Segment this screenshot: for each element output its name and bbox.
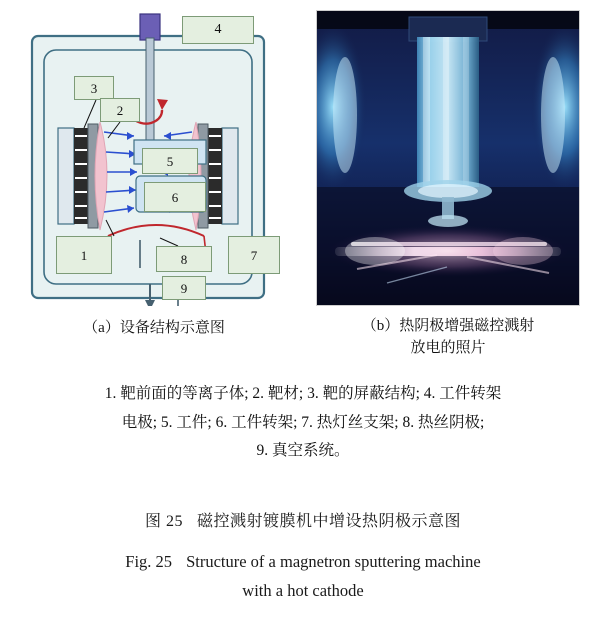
- schematic-label-7: 7: [228, 236, 280, 274]
- caption-panel-a: （a）设备结构示意图: [83, 320, 225, 336]
- caption-panel-b: [312, 316, 584, 360]
- rotation-shaft: [146, 38, 154, 150]
- vacuum-port-arrow: [145, 300, 155, 306]
- legend-line-1: 1. 靶前面的等离子体; 2. 靶材; 3. 靶的屏蔽结构; 4. 工件转架: [104, 385, 502, 402]
- left-magnet-pack: [74, 128, 88, 224]
- schematic-label-9: 9: [162, 276, 206, 300]
- figure-legend: [10, 380, 596, 466]
- figure-title-text-en-line1: Structure of a magnetron sputtering machine: [186, 552, 481, 571]
- figure-title-text-en-line2: with a hot cathode: [242, 580, 364, 600]
- discharge-photo-svg: [317, 11, 579, 305]
- caption-panel-b-line1: （b）热阴极增强磁控溅射: [361, 318, 535, 334]
- legend-line-3: 9. 真空系统。: [256, 442, 350, 460]
- caption-panel-b-line2: 放电的照片: [410, 339, 486, 356]
- right-glow-core: [541, 57, 565, 173]
- discharge-photograph: [316, 10, 580, 306]
- left-target-housing: [58, 128, 74, 224]
- schematic-label-6: 6: [144, 182, 206, 212]
- schematic-label-1: 1: [56, 236, 112, 274]
- schematic-label-5: 5: [142, 148, 198, 174]
- figure-title-en: [10, 548, 596, 606]
- schematic-label-2: 2: [100, 98, 140, 122]
- schematic-diagram: [22, 10, 284, 306]
- right-magnet-pack: [208, 128, 222, 224]
- rotation-electrode-block: [140, 14, 160, 40]
- figure-title-cn: [10, 508, 596, 531]
- figure-row: [0, 6, 606, 306]
- right-target-housing: [222, 128, 238, 224]
- schematic-label-3: 3: [74, 76, 114, 100]
- schematic-label-4: 4: [182, 16, 254, 44]
- figure-number-en: Fig. 25: [125, 552, 173, 571]
- figure-number-cn: 图 25: [144, 513, 183, 530]
- left-glow-core: [333, 57, 357, 173]
- legend-line-2: 电极; 5. 工件; 6. 工件转架; 7. 热灯丝支架; 8. 热丝阴极;: [121, 413, 485, 431]
- workpiece-rack-photo: [404, 17, 492, 227]
- figure-title-text-cn: 磁控溅射镀膜机中增设热阴极示意图: [197, 513, 462, 530]
- schematic-label-8: 8: [156, 246, 212, 272]
